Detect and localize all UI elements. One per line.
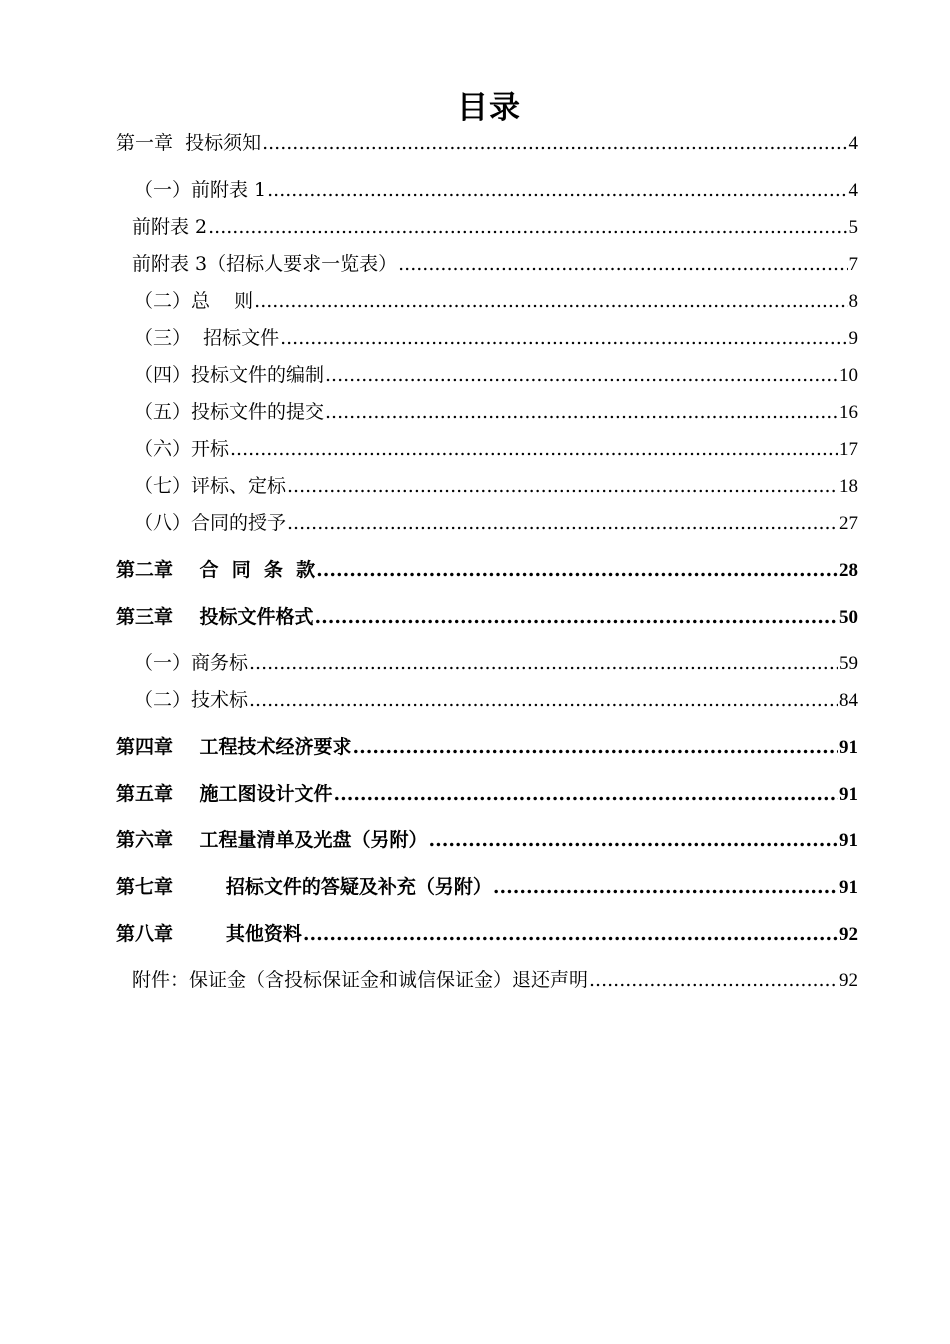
toc-entry-page: 28 — [839, 560, 858, 581]
toc-entry-chapter[interactable] — [116, 781, 858, 808]
toc-entry-page: 91 — [839, 784, 858, 805]
toc-entry[interactable] — [134, 650, 858, 677]
toc-entry[interactable] — [134, 473, 858, 500]
toc-entry-label: （三） 招标文件 — [134, 327, 280, 349]
toc-leader-dots — [249, 650, 838, 676]
toc-entry-label: 第六章 工程量清单及光盘（另附） — [116, 829, 428, 851]
toc-entry-chapter[interactable] — [116, 827, 858, 854]
toc-entry[interactable] — [134, 288, 858, 315]
toc-entry[interactable] — [116, 130, 858, 157]
toc-entry-label: （一）商务标 — [134, 652, 249, 674]
toc-entry-label: （四）投标文件的编制 — [134, 364, 325, 386]
toc-entry-label: （五）投标文件的提交 — [134, 401, 325, 423]
toc-entry-label: （七）评标、定标 — [134, 475, 287, 497]
toc-entry-label: 第二章 合 同 条 款 — [116, 559, 316, 581]
toc-leader-dots — [230, 436, 838, 462]
toc-entry-page: 84 — [839, 690, 858, 711]
toc-entry-chapter[interactable] — [116, 874, 858, 901]
toc-leader-dots — [303, 921, 838, 947]
toc-entry-page: 16 — [839, 402, 858, 423]
toc-entry[interactable] — [134, 399, 858, 426]
toc-entry-page: 27 — [839, 513, 858, 534]
toc-entry-label: （一）前附表 1 — [134, 179, 267, 201]
toc-entry-label: 前附表 2 — [132, 216, 208, 238]
toc-entry-page: 10 — [839, 365, 858, 386]
toc-entry[interactable] — [134, 510, 858, 537]
toc-entry-page: 18 — [839, 476, 858, 497]
toc-entry-label: （二）总 则 — [134, 290, 254, 312]
toc-entry-page: 92 — [839, 970, 858, 991]
toc-leader-dots — [262, 130, 847, 156]
toc-entry-label: （二）技术标 — [134, 689, 249, 711]
toc-entry-page: 4 — [848, 180, 858, 201]
toc-leader-dots — [267, 177, 847, 203]
toc-leader-dots — [314, 604, 838, 630]
toc-entry[interactable] — [132, 251, 858, 278]
toc-leader-dots — [254, 288, 847, 314]
toc-leader-dots — [325, 362, 838, 388]
toc-entry-page: 91 — [839, 737, 858, 758]
toc-leader-dots — [493, 874, 838, 900]
toc-leader-dots — [287, 473, 838, 499]
toc-entry-page: 17 — [839, 439, 858, 460]
toc-entry-chapter[interactable] — [116, 604, 858, 631]
toc-entry-page: 91 — [839, 830, 858, 851]
toc-entry-page: 91 — [839, 877, 858, 898]
toc-entry-label: （六）开标 — [134, 438, 230, 460]
toc-entry-label: 第四章 工程技术经济要求 — [116, 736, 352, 758]
toc-entry-chapter[interactable] — [116, 557, 858, 584]
toc-leader-dots — [287, 510, 838, 536]
toc-entry-label: 前附表 3（招标人要求一览表） — [132, 253, 398, 275]
toc-entry[interactable] — [134, 362, 858, 389]
toc-entry-page: 50 — [839, 607, 858, 628]
toc-leader-dots — [280, 325, 847, 351]
toc-entry-page: 8 — [848, 291, 858, 312]
toc-entry-page: 4 — [848, 133, 858, 154]
toc-entry-label: 第一章 投标须知 — [116, 132, 262, 154]
toc-entry-label: 第八章 其他资料 — [116, 923, 302, 945]
toc-entry-page: 59 — [839, 653, 858, 674]
toc-entry-label: 附件：保证金（含投标保证金和诚信保证金）退还声明 — [132, 969, 589, 991]
toc-entry-label: 第五章 施工图设计文件 — [116, 783, 333, 805]
toc-leader-dots — [398, 251, 847, 277]
toc-entry-page: 7 — [848, 254, 858, 275]
toc-leader-dots — [589, 967, 838, 993]
toc-entry-chapter[interactable] — [116, 921, 858, 948]
toc-entry[interactable] — [134, 177, 858, 204]
toc-entry[interactable] — [132, 214, 858, 241]
toc-entry-page: 92 — [839, 924, 858, 945]
toc-entry[interactable] — [134, 687, 858, 714]
toc-leader-dots — [428, 827, 838, 853]
toc-leader-dots — [325, 399, 838, 425]
toc-entry[interactable] — [134, 436, 858, 463]
toc-leader-dots — [208, 214, 847, 240]
toc-title: 目录 — [457, 90, 521, 126]
toc-entry-label: （八）合同的授予 — [134, 512, 287, 534]
toc-entry-page: 5 — [848, 217, 858, 238]
toc-entry-label: 第七章 招标文件的答疑及补充（另附） — [116, 876, 492, 898]
toc-entry-label: 第三章 投标文件格式 — [116, 606, 314, 628]
toc-leader-dots — [316, 557, 838, 583]
toc-entry-chapter[interactable] — [116, 734, 858, 761]
toc-entry-page: 9 — [848, 328, 858, 349]
toc-leader-dots — [249, 687, 838, 713]
toc-entry[interactable] — [134, 325, 858, 352]
toc-entry[interactable] — [132, 967, 858, 994]
toc-leader-dots — [352, 734, 838, 760]
toc-leader-dots — [333, 781, 838, 807]
